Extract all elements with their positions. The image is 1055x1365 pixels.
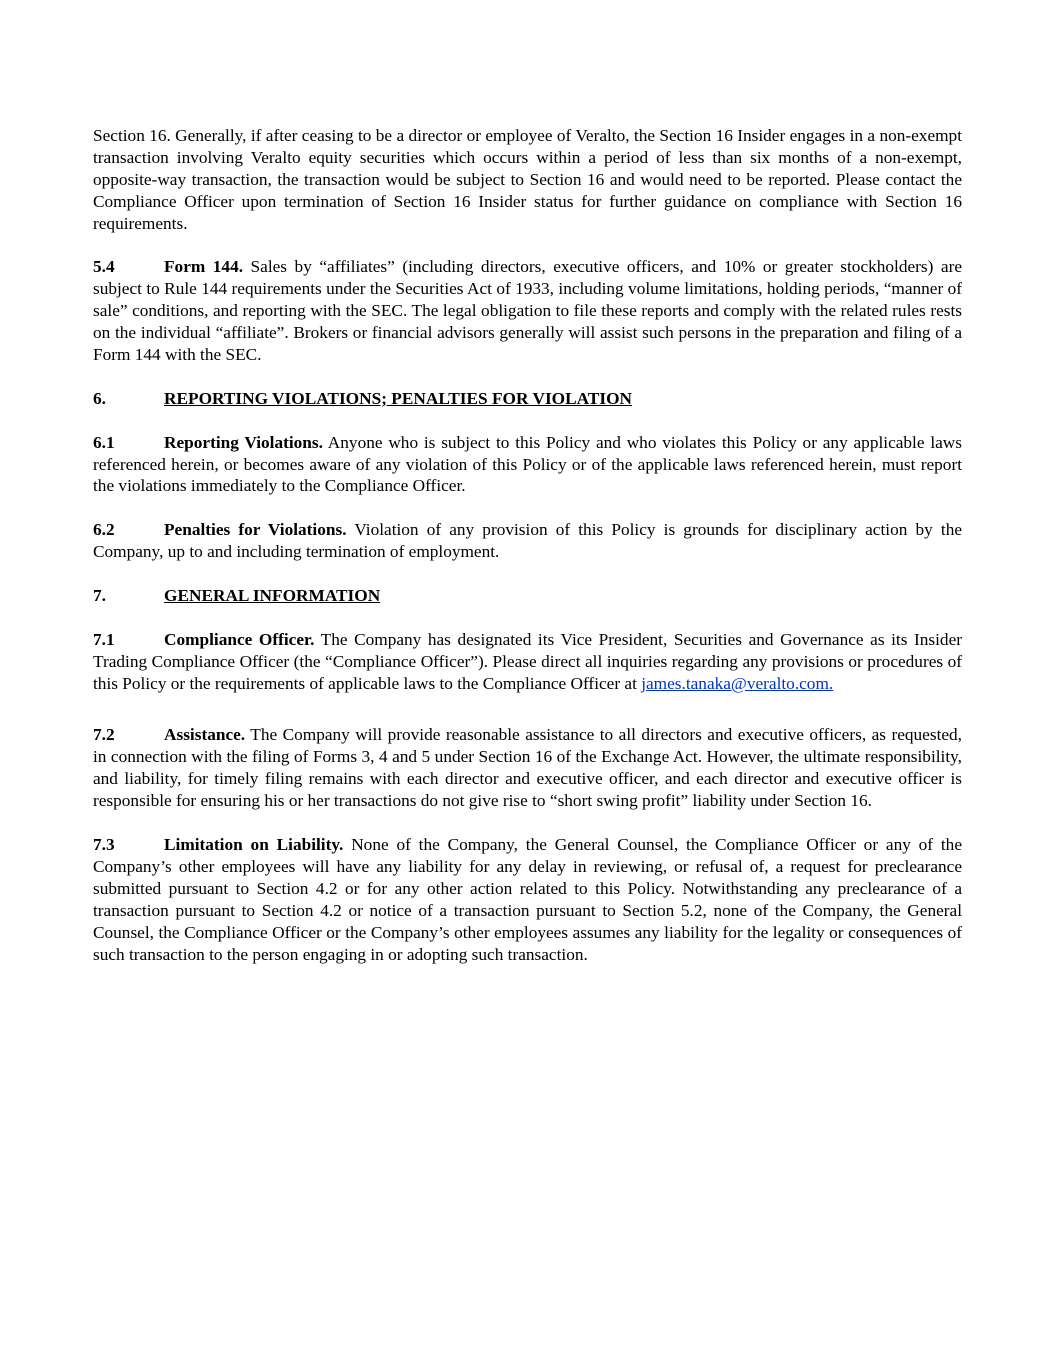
section-title: REPORTING VIOLATIONS; PENALTIES FOR VIOLATION	[164, 388, 633, 408]
section-7-title	[93, 585, 962, 607]
section-6-title	[93, 388, 962, 410]
section-7-2	[93, 724, 962, 812]
section-heading: Penalties for Violations.	[164, 520, 347, 540]
section-heading: Form 144.	[164, 257, 244, 277]
section-7-3	[93, 834, 962, 965]
section-heading: Limitation on Liability.	[164, 834, 344, 854]
section-number: 5.4	[93, 257, 115, 277]
compliance-officer-email-link[interactable]: james.tanaka@veralto.com.	[641, 673, 834, 693]
section-text: Anyone who is subject to this Policy and who violates this Policy or any applicable laws referenced herein, or becomes aware of any violation of this Policy or of the applicable laws referenced herein, must report the violations immediately to the Compliance Officer.	[93, 432, 962, 496]
section-number: 7.1	[93, 629, 115, 649]
section-number: 6.	[93, 388, 106, 408]
section-number: 7.	[93, 585, 106, 605]
section-text: Sales by “affiliates” (including directors, executive officers, and 10% or greater stockholders) are subject to Rule 144 requirements under the Securities Act of 1933, including volume limitations, holding periods, “manner of sale” conditions, and reporting with the SEC. The legal obligation to file these reports and comply with the related rules rests on the individual “affiliate”. Brokers or financial advisors generally will assist such persons in the preparation and filing of a Form 144 with the SEC.	[93, 257, 962, 365]
section-number: 6.2	[93, 520, 115, 540]
section-heading: Reporting Violations.	[164, 432, 323, 452]
continuation-paragraph: Section 16. Generally, if after ceasing to be a director or employee of Veralto, the Section 16 Insider engages in a non-exempt transaction involving Veralto equity securities which occurs within a period of less than six months of a non-exempt, opposite-way transaction, the transaction would be subject to Section 16 and would need to be reported. Please contact the Compliance Officer upon termination of Section 16 Insider status for further guidance on compliance with Section 16 requirements.	[93, 126, 962, 233]
section-text: Violation of any provision of this Policy is grounds for disciplinary action by the Company, up to and including termination of employment.	[93, 520, 963, 562]
section-number: 6.1	[93, 432, 115, 452]
section-text: None of the Company, the General Counsel, the Compliance Officer or any of the Company’s other employees will have any liability for any delay in reviewing, or refusal of, a request for preclearance submitted pursuant to Section 4.2 or for any other action related to this Policy. Notwithstanding any preclearance of a transaction pursuant to Section 4.2 or notice of a transaction pursuant to Section 5.2, none of the Company, the General Counsel, the Compliance Officer or the Company’s other employees assumes any liability for the legality or consequences of such transaction to the person engaging in or adopting such transaction.	[93, 834, 962, 964]
section-5-4	[93, 256, 962, 366]
section-7-1	[93, 629, 962, 695]
document-page	[93, 125, 962, 987]
section-title: GENERAL INFORMATION	[164, 585, 381, 605]
section-number: 7.3	[93, 834, 115, 854]
section-6-1	[93, 432, 962, 498]
section-heading: Assistance.	[164, 725, 246, 745]
section-heading: Compliance Officer.	[164, 629, 315, 649]
section-6-2	[93, 519, 962, 563]
section-text: The Company will provide reasonable assistance to all directors and executive officers, as requested, in connection with the filing of Forms 3, 4 and 5 under Section 16 of the Exchange Act. However, the ultimate responsibility, and liability, for timely filing remains with each director and executive officer, and each director and executive officer is responsible for ensuring his or her transactions do not give rise to “short swing profit” liability under Section 16.	[93, 725, 962, 811]
section-text: The Company has designated its Vice President, Securities and Governance as its Insider Trading Compliance Officer (the “Compliance Officer”). Please direct all inquiries regarding any provisions or procedures of this Policy or the requirements of applicable laws to the Compliance Officer at	[93, 629, 962, 693]
section-number: 7.2	[93, 725, 115, 745]
